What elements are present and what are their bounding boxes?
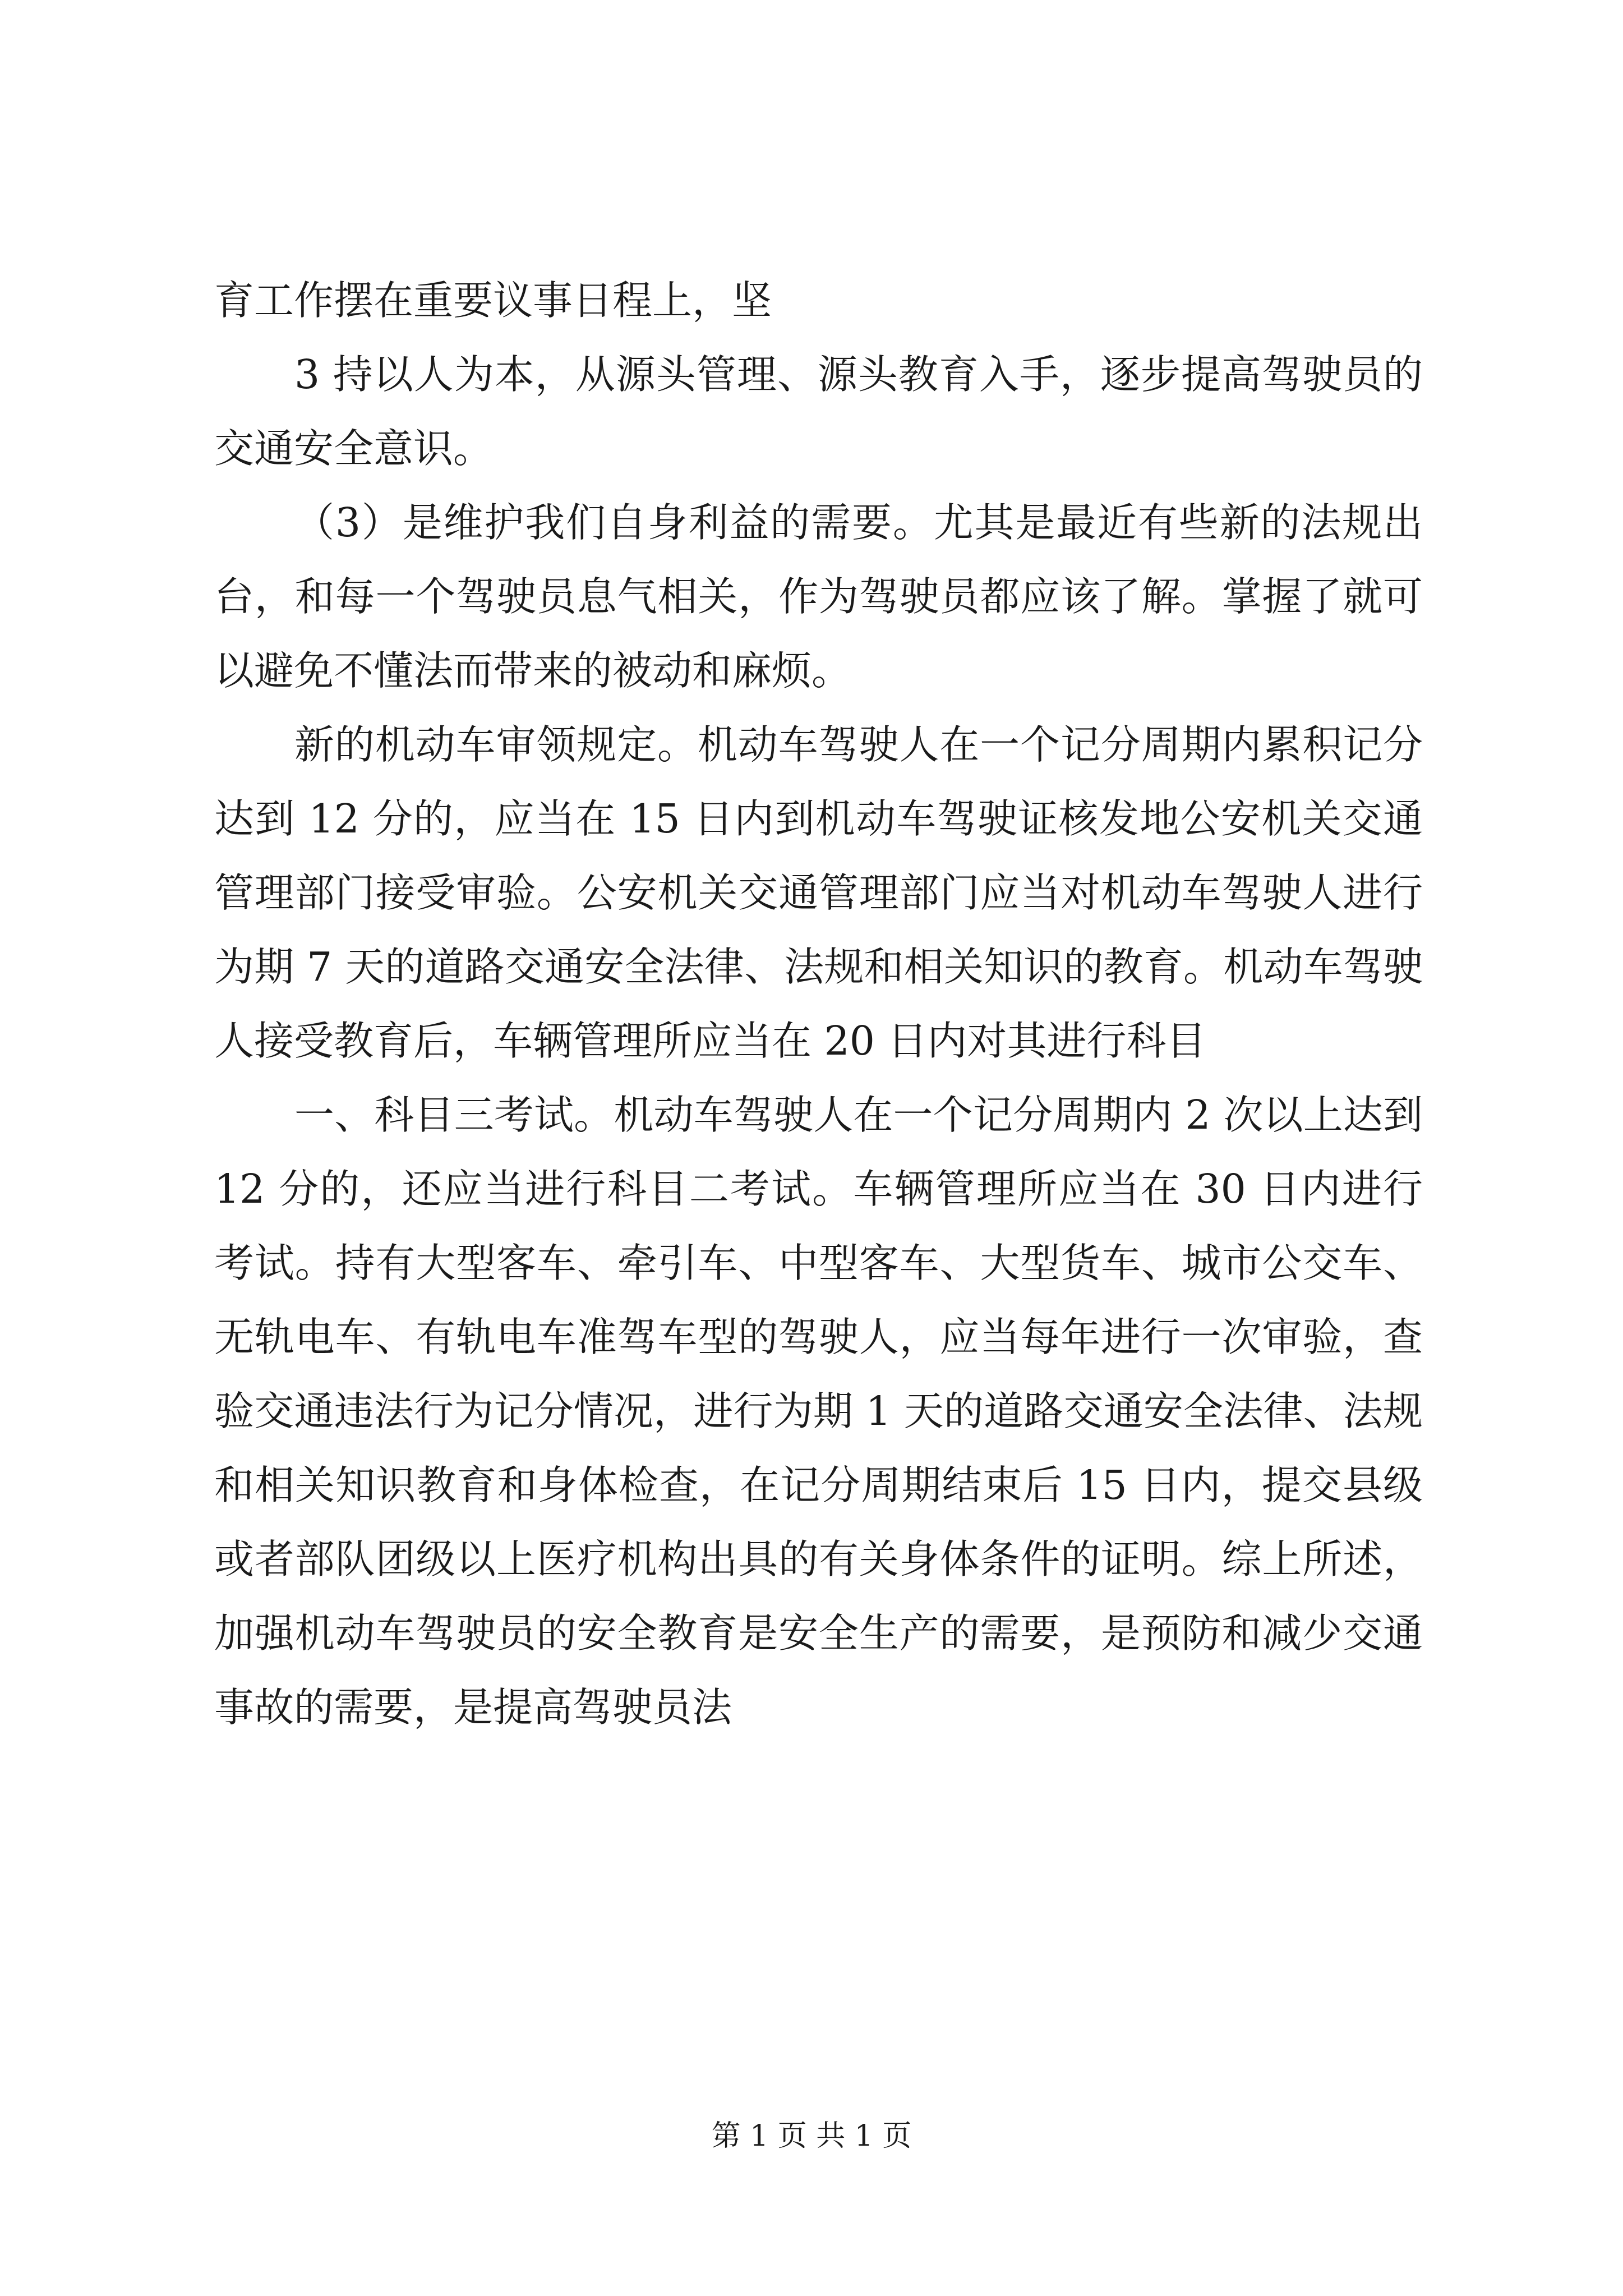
page-number-footer: 第 1 页 共 1 页 bbox=[711, 2119, 912, 2153]
paragraph-review-rules: 新的机动车审领规定。机动车驾驶人在一个记分周期内累积记分达到 12 分的，应当在 15 日内到机动车驾驶证核发地公安机关交通管理部门接受审验。公安机关交通管理部门应当对机动车驾驶人进行为期 7 天的道路交通安全法律、法规和相关知识的教育。机动车驾驶人接受教育后，车辆管理所应当在 20 日内对其进行科目 bbox=[214, 721, 1423, 1064]
paragraph-people-oriented: 3 持以人为本，从源头管理、源头教育入手，逐步提高驾驶员的交通安全意识。 bbox=[214, 351, 1423, 472]
paragraph-subject-three-exam: 一、科目三考试。机动车驾驶人在一个记分周期内 2 次以上达到 12 分的，还应当进行科目二考试。车辆管理所应当在 30 日内进行考试。持有大型客车、牵引车、中型客车、大型货车、城市公交车、无轨电车、有轨电车准驾车型的驾驶人，应当每年进行一次审验，查验交通违法行为记分情况，进行为期 1 天的道路交通安全法律、法规和相关知识教育和身体检查，在记分周期结束后 15 日内，提交县级或者部队团级以上医疗机构出具的有关身体条件的证明。综上所述，加强机动车驾驶员的安全教育是安全生产的需要，是预防和减少交通事故的需要，是提高驾驶员法 bbox=[214, 1092, 1423, 1731]
paragraph-self-interest: （3）是维护我们自身利益的需要。尤其是最近有些新的法规出台，和每一个驾驶员息气相关，作为驾驶员都应该了解。掌握了就可以避免不懂法而带来的被动和麻烦。 bbox=[214, 499, 1423, 694]
document-body bbox=[214, 264, 1423, 1745]
paragraph-continuation: 育工作摆在重要议事日程上，坚 bbox=[214, 277, 772, 324]
